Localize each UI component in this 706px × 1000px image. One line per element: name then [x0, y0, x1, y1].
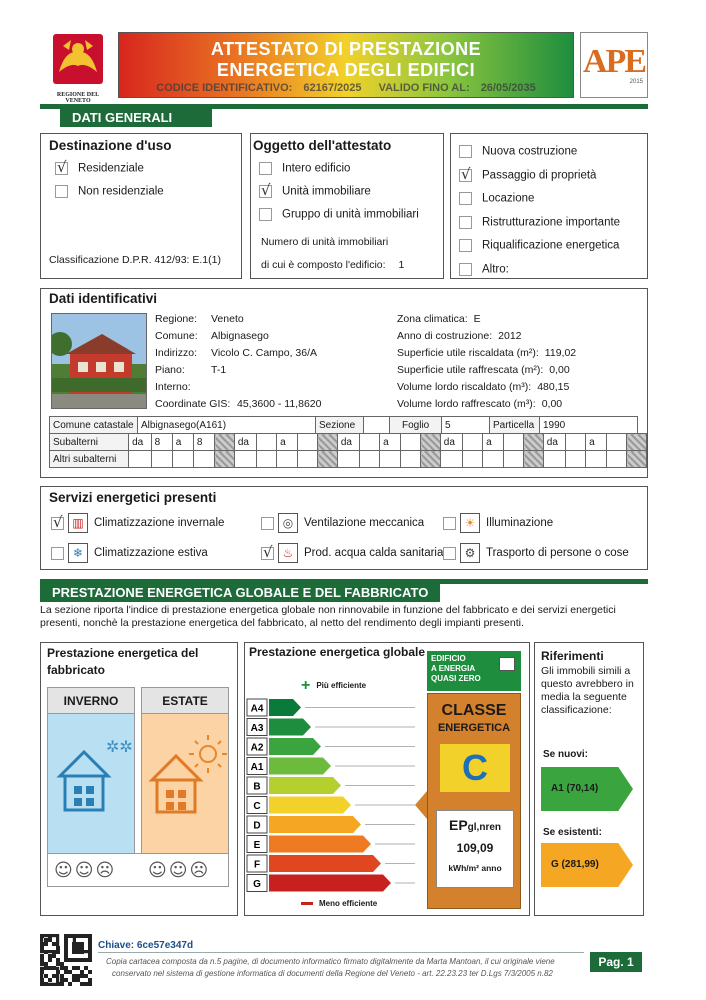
subalterni-cell	[401, 434, 421, 451]
estate-panel	[141, 687, 229, 869]
servizio-label: Climatizzazione estiva	[94, 547, 208, 560]
class-bar	[269, 719, 311, 736]
subalterni-cell	[193, 451, 214, 468]
motivo-item[interactable]	[459, 169, 596, 182]
globale-title: Prestazione energetica globale	[249, 645, 426, 659]
lion-icon	[45, 32, 111, 88]
comune-catastale-label: Comune catastale	[50, 417, 138, 434]
riferimenti-text: Gli immobili simili a questo avrebbero in media la seguente classificazione:	[541, 665, 634, 716]
code-line	[119, 82, 573, 94]
subalterni-cell: a	[172, 434, 193, 451]
house-summer-icon	[142, 714, 230, 834]
subalterni-cell	[360, 434, 380, 451]
ac-icon: ❄	[68, 543, 88, 563]
subalterni-cell: da	[129, 434, 152, 451]
checkbox-non-residenziale[interactable]	[55, 185, 68, 198]
subalterni-cell: 8	[193, 434, 214, 451]
ep-unit: kWh/m² anno	[448, 863, 502, 873]
ident-left-value: 45,3600 - 11,8620	[237, 398, 322, 410]
class-label: A1	[250, 762, 264, 773]
subalterni-cell	[401, 451, 421, 468]
house-winter-icon	[48, 714, 136, 834]
motivo-item[interactable]	[459, 239, 619, 252]
servizi-title: Servizi energetici presenti	[49, 490, 217, 505]
class-bar	[269, 855, 381, 872]
comune-catastale-value: Albignasego(A161)	[138, 417, 316, 434]
plus-icon: +	[301, 677, 311, 694]
class-label: A4	[250, 703, 264, 715]
subalterni-table	[49, 433, 647, 468]
page-number: Pag. 1	[590, 952, 642, 972]
ep-sub: gl,nren	[467, 822, 502, 833]
subalterni-cell: da	[337, 434, 360, 451]
subalterni-cell	[607, 451, 627, 468]
subalterni-cell	[380, 451, 401, 468]
subalterni-cell	[566, 434, 586, 451]
sezione-label: Sezione	[316, 417, 364, 434]
servizio-label: Illuminazione	[486, 517, 554, 530]
particella-label: Particella	[490, 417, 540, 434]
servizio-checkbox[interactable]	[443, 547, 456, 560]
altri-subalterni-label: Altri subalterni	[50, 451, 129, 468]
fabbricato-title: Prestazione energetica del fabbricato	[47, 646, 199, 677]
subalterni-cell: da	[440, 434, 463, 451]
hatched-cell	[421, 434, 441, 451]
hatched-cell	[421, 451, 441, 468]
code-label: CODICE IDENTIFICATIVO:	[156, 82, 293, 94]
ape-logo-year: 2015	[629, 79, 643, 85]
class-bar	[269, 699, 301, 716]
destinazione-title: Destinazione d'uso	[49, 138, 172, 153]
motivo-checkbox[interactable]	[459, 263, 472, 276]
class-bar	[269, 797, 351, 814]
checkbox-intero-edificio[interactable]	[259, 162, 272, 175]
subalterni-cell	[463, 434, 483, 451]
subalterni-cell: a	[586, 434, 607, 451]
hatched-cell	[215, 434, 235, 451]
label-non-residenziale: Non residenziale	[78, 185, 164, 198]
classe-label-1: CLASSE	[441, 702, 507, 719]
tap-icon: ♨	[278, 543, 298, 563]
ident-left-label: Interno:	[155, 381, 191, 393]
servizio-checkbox[interactable]	[261, 517, 274, 530]
inverno-smileys: ☺☺☹	[54, 860, 117, 881]
piu-efficiente-label: Più efficiente	[316, 681, 367, 691]
hatched-cell	[318, 451, 338, 468]
label-gruppo-unita: Gruppo di unità immobiliari	[282, 208, 419, 221]
motivo-checkbox[interactable]	[459, 192, 472, 205]
catasto-table	[49, 416, 638, 434]
subalterni-cell	[257, 451, 277, 468]
building-photo	[51, 313, 147, 409]
riferimenti-box	[534, 642, 644, 916]
estate-label: ESTATE	[142, 688, 228, 714]
subalterni-cell	[298, 451, 318, 468]
nzeb-box	[427, 651, 521, 691]
motivo-checkbox[interactable]	[459, 169, 472, 182]
subalterni-label: Subalterni	[50, 434, 129, 451]
nzeb-line2: A ENERGIA	[431, 664, 476, 673]
class-label: E	[253, 840, 261, 851]
servizio-checkbox[interactable]	[443, 517, 456, 530]
servizio-item[interactable]	[51, 543, 208, 563]
label-residenziale: Residenziale	[78, 162, 144, 175]
hatched-cell	[627, 451, 647, 468]
oggetto-title: Oggetto dell'attestato	[253, 138, 392, 153]
sezione-value	[364, 417, 390, 434]
ident-right-label: Volume lordo raffrescato (m³):	[397, 398, 536, 410]
classe-label-2: ENERGETICA	[437, 722, 511, 734]
subalterni-cell	[483, 451, 504, 468]
ident-right-item	[397, 381, 569, 393]
minus-icon	[301, 902, 313, 905]
ident-left-value: Veneto	[211, 313, 244, 325]
subalterni-cell: a	[483, 434, 504, 451]
checkbox-unita-immobiliare[interactable]	[259, 185, 272, 198]
subalterni-cell: da	[234, 434, 257, 451]
footer-rule	[98, 952, 584, 953]
prestazione-intro: La sezione riporta l'indice di prestazione energetica globale non rinnovabile in funzione del fabbricato e dei servizi energetici presenti, nonchè la prestazione energetica del fabbricato, al netto del rendimento degli impianti presenti.	[40, 604, 616, 629]
ape-logo-text: APE	[583, 43, 645, 80]
subalterni-cell	[298, 434, 318, 451]
subalterni-cell	[543, 451, 566, 468]
numero-unita-value: 1	[398, 259, 405, 271]
catasto-table-wrap	[49, 416, 647, 468]
numero-unita-line2	[261, 259, 404, 271]
subalterni-cell	[504, 451, 524, 468]
title-line-2: ENERGETICA DEGLI EDIFICI	[216, 60, 476, 80]
servizio-checkbox[interactable]	[51, 547, 64, 560]
ident-right-value: 0,00	[541, 398, 563, 410]
ident-right-value: 119,02	[544, 347, 577, 359]
fan-icon: ◎	[278, 513, 298, 533]
classificazione-dpr: Classificazione D.P.R. 412/93: E.1(1)	[49, 254, 221, 266]
subalterni-cell	[586, 451, 607, 468]
ident-right-item	[397, 347, 576, 359]
ident-right-label: Superficie utile riscaldata (m²):	[397, 347, 539, 359]
region-logo	[45, 32, 111, 104]
radiator-icon: ▥	[68, 513, 88, 533]
servizio-checkbox[interactable]	[261, 547, 274, 560]
class-bar	[269, 777, 341, 794]
ident-right-value: 0,00	[549, 364, 570, 376]
subalterni-cell	[337, 451, 360, 468]
class-label: C	[253, 801, 261, 812]
motivo-label: Altro:	[482, 263, 509, 276]
servizio-item[interactable]	[261, 543, 443, 563]
nuovi-label: Se nuovi:	[543, 749, 589, 760]
motivo-checkbox[interactable]	[459, 216, 472, 229]
ident-right-item	[397, 398, 562, 410]
class-bar	[269, 816, 361, 833]
subalterni-cell: a	[277, 434, 298, 451]
motivo-item[interactable]	[459, 192, 534, 205]
motivo-box	[450, 133, 648, 279]
ident-right-item	[397, 330, 522, 342]
estate-smileys: ☺☺☹	[148, 860, 211, 881]
destinazione-residenziale[interactable]	[55, 162, 144, 175]
dati-identificativi-title: Dati identificativi	[49, 291, 158, 306]
subalterni-cell	[257, 434, 277, 451]
oggetto-intero-edificio[interactable]	[259, 162, 350, 175]
servizi-box	[40, 486, 648, 570]
footer-key: Chiave: 6ce57e347d	[98, 940, 194, 951]
svg-text:✲✲: ✲✲	[106, 737, 133, 756]
checkbox-gruppo-unita[interactable]	[259, 208, 272, 221]
servizio-item[interactable]	[443, 513, 553, 533]
servizio-label: Ventilazione meccanica	[304, 517, 425, 530]
ep-label-row	[437, 817, 513, 833]
motivo-item[interactable]	[459, 145, 577, 158]
code-value: 62167/2025	[303, 82, 362, 94]
class-label: B	[253, 781, 261, 793]
title-line-1: ATTESTATO DI PRESTAZIONE	[210, 39, 482, 59]
motivo-label: Nuova costruzione	[482, 145, 578, 158]
ident-left-value: Albignasego	[211, 330, 269, 342]
ident-right-value: 2012	[498, 330, 522, 342]
dati-identificativi-box	[40, 288, 648, 478]
motivo-item[interactable]	[459, 263, 509, 276]
meno-efficiente-row	[301, 899, 377, 908]
ape-logo	[580, 32, 648, 98]
oggetto-gruppo-unita[interactable]	[259, 208, 419, 221]
section-title-dati-generali: DATI GENERALI	[60, 109, 212, 127]
nzeb-line3: QUASI ZERO	[431, 674, 481, 683]
oggetto-unita-immobiliare[interactable]	[259, 185, 371, 198]
class-bar	[269, 836, 371, 853]
destinazione-non-residenziale[interactable]	[55, 185, 164, 198]
class-bar	[269, 875, 391, 892]
servizio-item[interactable]	[261, 513, 424, 533]
subalterni-cell	[172, 451, 193, 468]
hatched-cell	[318, 434, 338, 451]
classe-value-box	[440, 744, 510, 792]
motivo-label: Ristrutturazione importante	[482, 216, 621, 229]
oggetto-attestato-box	[250, 133, 444, 279]
nuovi-value: A1 (70,14)	[551, 783, 599, 794]
ep-box	[436, 810, 514, 888]
hatched-cell	[627, 434, 647, 451]
class-bar	[269, 758, 331, 775]
classe-value: C	[462, 747, 488, 788]
servizio-item[interactable]	[51, 513, 224, 533]
ident-right-value: 480,15	[537, 381, 570, 393]
ident-left-value: Vicolo C. Campo, 36/A	[211, 347, 318, 359]
riferimenti-title: Riferimenti	[541, 649, 604, 663]
subalterni-cell	[360, 451, 380, 468]
label-intero-edificio: Intero edificio	[282, 162, 351, 175]
foglio-value: 5	[442, 417, 490, 434]
footer-line2: conservato nel sistema di gestione informatica di documenti della Regione del Veneto - art. 22.23.23 ter D.Lgs 7/3/2005 n.82	[112, 969, 553, 978]
class-label: F	[253, 859, 261, 871]
subalterni-cell	[504, 434, 524, 451]
esistenti-value: G (281,99)	[551, 859, 599, 870]
ident-right-label: Superficie utile raffrescata (m²):	[397, 364, 544, 376]
subalterni-cell	[234, 451, 257, 468]
ep-label: EP	[448, 817, 468, 833]
servizio-item[interactable]	[443, 543, 629, 563]
numero-unita-label: di cui è composto l'edificio:	[261, 259, 386, 271]
ep-value: 109,09	[456, 841, 494, 855]
subalterni-cell	[129, 451, 152, 468]
servizio-label: Prod. acqua calda sanitaria	[304, 547, 444, 560]
inverno-panel	[47, 687, 135, 869]
ident-right-label: Anno di costruzione:	[397, 330, 493, 342]
qr-code	[40, 934, 92, 986]
ident-right-label: Volume lordo riscaldato (m³):	[397, 381, 532, 393]
subalterni-cell: 8	[151, 434, 172, 451]
ident-right-value: E	[473, 313, 481, 325]
motivo-label: Riqualificazione energetica	[482, 239, 620, 252]
motivo-checkbox[interactable]	[459, 239, 472, 252]
ident-right-item	[397, 364, 570, 376]
ident-left-label: Piano:	[155, 364, 185, 376]
ident-left-label: Coordinate GIS:	[155, 398, 231, 410]
motivo-label: Locazione	[482, 192, 535, 205]
motivo-label: Passaggio di proprietà	[482, 169, 597, 182]
subalterni-cell	[463, 451, 483, 468]
footer-line1: Copia cartacea composta da n.5 pagine, di documento informatico firmato digitalmente da Marta Mantoan, il cui originale viene	[106, 957, 555, 966]
subalterni-cell: da	[543, 434, 566, 451]
ident-left-value: T-1	[211, 364, 227, 376]
classe-pointer-arrow	[415, 791, 427, 819]
class-label: A3	[250, 723, 264, 734]
nzeb-line1: EDIFICIO	[431, 654, 466, 663]
header-title-bar	[118, 32, 574, 98]
subalterni-cell	[607, 434, 627, 451]
motivo-checkbox[interactable]	[459, 145, 472, 158]
region-name: REGIONE DEL VENETO	[56, 92, 100, 104]
subalterni-cell	[566, 451, 586, 468]
ident-right-label: Zona climatica:	[397, 313, 468, 325]
numero-unita-line1: Numero di unità immobiliari	[261, 236, 389, 248]
subalterni-cell	[277, 451, 298, 468]
servizio-checkbox[interactable]	[51, 517, 64, 530]
gear-icon: ⚙	[460, 543, 480, 563]
motivo-item[interactable]	[459, 216, 620, 229]
subalterni-cell	[440, 451, 463, 468]
classe-box	[427, 693, 521, 909]
subalterni-cell: a	[380, 434, 401, 451]
fabbricato-box	[40, 642, 238, 916]
globale-box	[244, 642, 530, 916]
smiley-row	[47, 853, 229, 887]
particella-value: 1990	[540, 417, 638, 434]
class-bar	[269, 738, 321, 755]
checkbox-residenziale[interactable]	[55, 162, 68, 175]
ident-right-item	[397, 313, 481, 325]
ident-left-label: Comune:	[155, 330, 198, 342]
bulb-icon: ☀	[460, 513, 480, 533]
valid-value: 26/05/2035	[480, 82, 536, 94]
servizio-label: Climatizzazione invernale	[94, 517, 225, 530]
subalterni-cell	[151, 451, 172, 468]
servizio-label: Trasporto di persone o cose	[486, 547, 629, 560]
valid-label: VALIDO FINO AL:	[378, 82, 470, 94]
ident-left-label: Indirizzo:	[155, 347, 198, 359]
hatched-cell	[524, 451, 544, 468]
class-label: G	[253, 879, 261, 890]
section-title-prestazione: PRESTAZIONE ENERGETICA GLOBALE E DEL FABBRICATO	[40, 584, 440, 602]
class-label: D	[253, 820, 261, 832]
destinazione-uso-box	[40, 133, 242, 279]
ident-left-label: Regione:	[155, 313, 198, 325]
nzeb-checkbox[interactable]	[499, 657, 515, 671]
esistenti-label: Se esistenti:	[543, 827, 602, 838]
class-label: A2	[250, 742, 264, 754]
foglio-label: Foglio	[390, 417, 442, 434]
hatched-cell	[524, 434, 544, 451]
hatched-cell	[215, 451, 235, 468]
inverno-label: INVERNO	[48, 688, 134, 714]
label-unita-immobiliare: Unità immobiliare	[282, 185, 371, 198]
meno-efficiente-label: Meno efficiente	[319, 899, 378, 908]
